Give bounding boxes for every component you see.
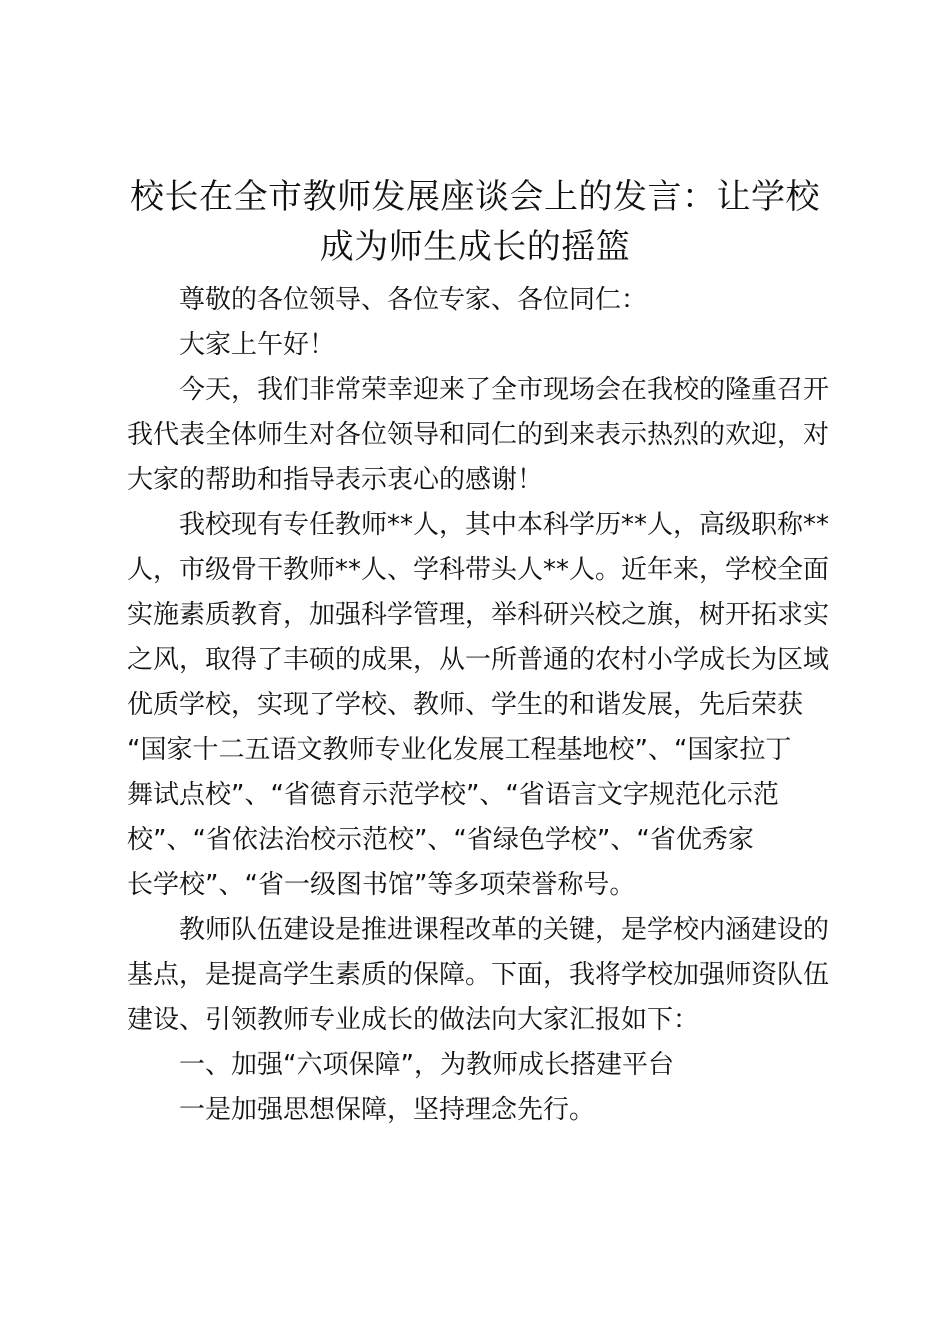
text-line: 长学校”、“省一级图书馆”等多项荣誉称号。	[127, 870, 636, 900]
title-line: 成为师生成长的摇篮	[319, 227, 631, 267]
greeting-paragraph	[127, 323, 832, 368]
text-line: 校”、“省依法治校示范校”、“省绿色学校”、“省优秀家	[127, 825, 754, 855]
section-heading	[127, 1043, 832, 1088]
text-line: 大家的帮助和指导表示衷心的感谢！	[127, 465, 544, 495]
text-line: 优质学校，实现了学校、教师、学生的和谐发展，先后荣获	[127, 690, 804, 720]
text-line: 我代表全体师生对各位领导和同仁的到来表示热烈的欢迎，对	[127, 420, 830, 450]
text-line: 基点，是提高学生素质的保障。下面，我将学校加强师资队伍	[127, 960, 830, 990]
text-line: 舞试点校”、“省德育示范学校”、“省语言文字规范化示范	[127, 780, 779, 810]
welcome-paragraph	[127, 368, 832, 503]
text-line: 建设、引领教师专业成长的做法向大家汇报如下：	[127, 1005, 700, 1035]
text-line: 大家上午好！	[179, 330, 336, 360]
document-title	[100, 172, 850, 272]
text-line: 今天，我们非常荣幸迎来了全市现场会在我校的隆重召开	[179, 375, 830, 405]
document-body	[127, 278, 832, 1133]
text-line: 尊敬的各位领导、各位专家、各位同仁：	[179, 285, 648, 315]
title-line: 校长在全市教师发展座谈会上的发言：让学校	[130, 177, 820, 217]
text-line: 一、加强“六项保障”，为教师成长搭建平台	[179, 1050, 674, 1080]
teacher-team-paragraph	[127, 908, 832, 1043]
text-line: “国家十二五语文教师专业化发展工程基地校”、“国家拉丁	[127, 735, 792, 765]
text-line: 一是加强思想保障，坚持理念先行。	[179, 1095, 596, 1125]
text-line: 我校现有专任教师**人，其中本科学历**人，高级职称**	[179, 510, 830, 540]
subsection-paragraph	[127, 1088, 832, 1133]
text-line: 之风，取得了丰硕的成果，从一所普通的农村小学成长为区域	[127, 645, 830, 675]
salutation-paragraph	[127, 278, 832, 323]
text-line: 实施素质教育，加强科学管理，举科研兴校之旗，树开拓求实	[127, 600, 830, 630]
text-line: 教师队伍建设是推进课程改革的关键，是学校内涵建设的	[179, 915, 830, 945]
school-profile-paragraph	[127, 503, 832, 908]
text-line: 人，市级骨干教师**人、学科带头人**人。近年来，学校全面	[127, 555, 830, 585]
